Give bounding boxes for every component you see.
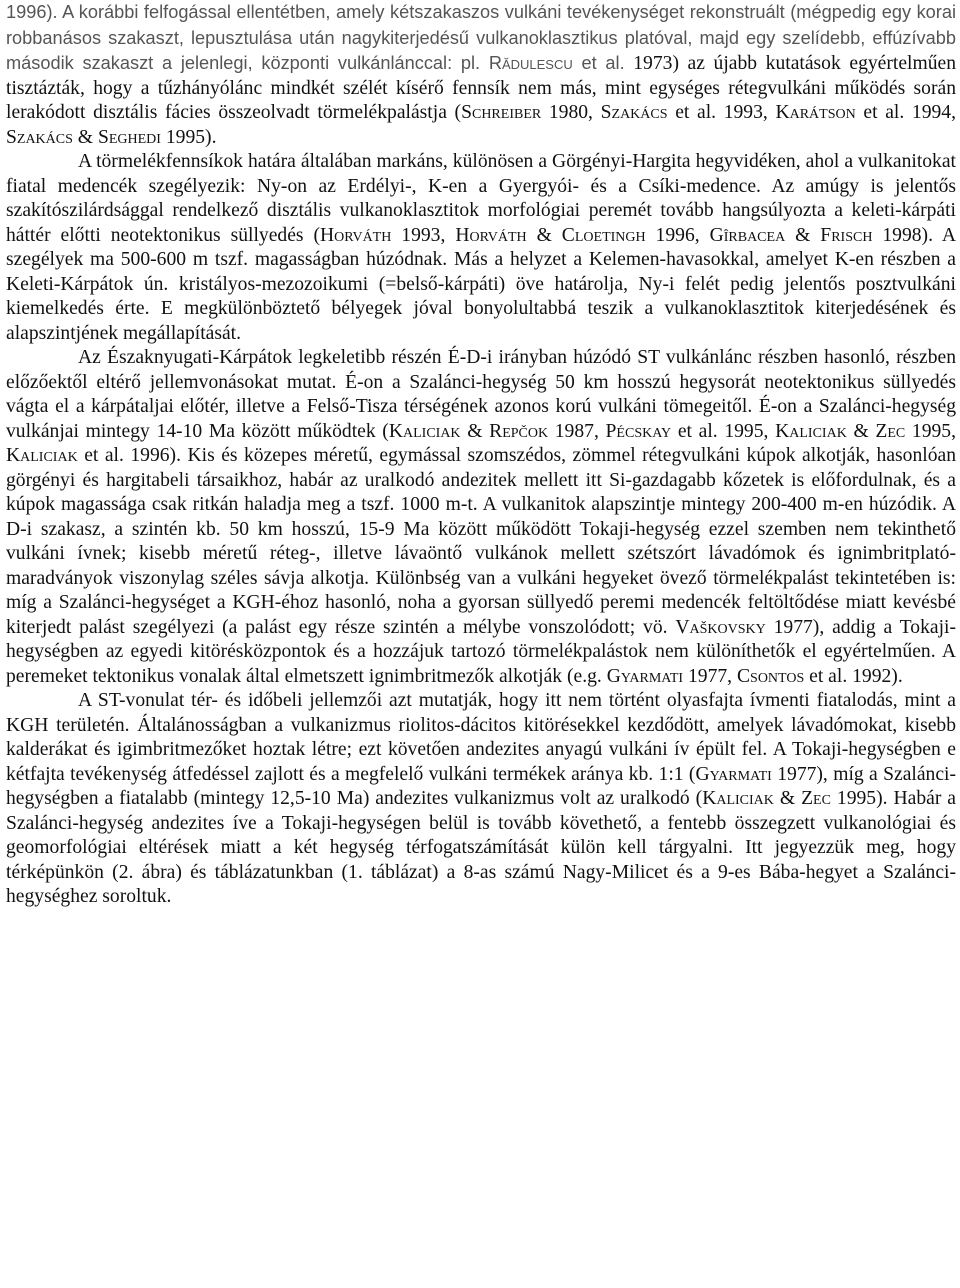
author-name: Schreiber	[461, 102, 542, 123]
author-name: Szakács	[600, 102, 668, 123]
text-run: 1995).	[160, 126, 217, 148]
text-run: 1973) az újabb kutatások egyértelműen tisztázták, hogy a tűzhányólánc mindkét szélét kísérő fennsík nem más, mint egységes rétegvulkáni működés során lerakódott disztális fácies összeolvadt törmelékpalástja (	[6, 53, 956, 123]
text-run: &	[773, 788, 802, 809]
text-run: 1996,	[645, 224, 710, 246]
author-name: Repčok	[489, 420, 549, 442]
text-run: 1993,	[391, 224, 456, 246]
text-run: &	[72, 126, 98, 148]
text-run: et al. 1994,	[855, 102, 956, 123]
text-run: 1998). A szegélyek ma 500-600 m tszf. magasságban húzódnak. Más a helyzet a Kelemen-havasokkal, amelyet K-en részben a Keleti-Kárpátok ún. kristályos-mezozoikumi (=belső-kárpáti) öve határolja, Ny-i felét pedig jelentős posztvulkáni kiemelkedés érte. E megkülönböztető bélyegek jóval bonyolultabbá teszik a vulkanoklasztitok kiterjedésének és alapszintjének megállapítását.	[6, 224, 956, 344]
paragraph	[6, 150, 956, 346]
author-name: Rădulescu	[488, 53, 573, 73]
text-run: 1995,	[905, 420, 957, 442]
author-name: Karátson	[775, 102, 856, 123]
author-name: Zec	[801, 788, 831, 809]
author-name: Gyarmati	[606, 665, 684, 687]
text-run: et al. 1995,	[671, 420, 776, 442]
text-run: &	[846, 420, 876, 442]
paragraph	[6, 0, 956, 150]
text-run: 1980,	[541, 102, 601, 123]
text-run: 1996). A korábbi felfogással ellentétben, amely kétszakaszos vulkáni tevékenységet rekonstruált (mégpedig egy korai robbanásos szakaszt, lepusztulása után nagykiterjedésű vulkanoklasztikus platóval, majd egy szelídebb, effúzívabb második szakaszt a jelenlegi, központi vulkánlánccal: pl.	[6, 2, 956, 73]
author-name: Cloetingh	[561, 224, 646, 246]
text-run: A törmelékfennsíkok határa általában markáns, különösen a Görgényi-Hargita hegyvidéken, ahol a vulkanitokat fiatal medencék szegélyezik: Ny-on az Erdélyi-, K-en a Gyergyói- és a Csíki-medence. Az amúgy is jelentős szakítószilárdsággal rendelkező disztális vulkanoklasztitok morfológiai peremét tovább hangsúlyozta a keleti-kárpáti háttér előtti neotektonikus süllyedés (	[6, 151, 956, 246]
author-name: Kaliciak	[775, 420, 847, 442]
text-run: et al. 1996). Kis és közepes méretű, egymással szomszédos, zömmel rétegvulkáni kúpok alkotják, hasonlóan görgényi és hargitabeli társaikhoz, habár az uralkodó andezitek mellett itt Si-gazdagabb kőzetek is előfordulnak, és a kúpok magassága csak ritkán haladja meg a tszf. 1000 m-t. A vulkanitok alapszintje mintegy 200-400 m-en húzódik. A D-i szakasz, a szintén kb. 50 km hosszú, 15-9 Ma között működött Tokaji-hegység ezzel szemben nem tekinthető vulkáni ívnek; kisebb méretű réteg-, illetve lávaöntő vulkánok mellett szétszórt lávadómok és ignimbritplató-maradványok viszonylag széles sávja alkotja. Különbség van a vulkáni hegyeket övező törmelékpalást tekintetében is: míg a Szalánci-hegységet a KGH-éhoz hasonló, noha a gyorsan süllyedő peremi medencék feltöltődése miatt kevésbé kiterjedt palást szegélyezi (a palást egy része szintén a mélybe vonszolódott; vö.	[6, 445, 956, 638]
text-run: et al. 1993,	[667, 102, 776, 123]
text-run: &	[460, 420, 490, 442]
paragraph	[6, 689, 956, 910]
text-run: A ST-vonulat tér- és időbeli jellemzői azt mutatják, hogy itt nem történt olyasfajta ívmenti fiatalodás, mint a KGH területén. Általánosságban a vulkanizmus riolitos-dácitos kitörésekkel kezdődött, amelyek lávadómokat, kisebb kalderákat és igimbritmezőket hoztak létre; ezt követően andezites anyagú vulkáni ív épült fel. A Tokaji-hegységben e kétfajta tevékenység átfedéssel zajlott és a megfelelő vulkáni termékek aránya kb. 1:1 (	[6, 690, 956, 785]
text-run: et al.	[572, 53, 625, 73]
text-run: 1995). Habár a Szalánci-hegység andezites íve a Tokaji-hegységen belül is tovább követhető, a fentebb összegzett vulkanológiai és geomorfológiai eltérések miatt a két hegység térfogatszámítását külön kell tárgyalni. Itt jegyezzük meg, hogy térképünkön (2. ábra) és táblázatunkban (1. táblázat) a 8-as számú Nagy-Milicet és a 9-es Bába-hegyet a Szalánci-hegységhez soroltuk.	[6, 788, 956, 907]
text-run: et al. 1992).	[804, 665, 903, 687]
author-name: Horváth	[319, 224, 392, 246]
author-name: Zec	[875, 420, 906, 442]
author-name: Kaliciak	[702, 788, 774, 809]
text-run: 1977), addig a Tokaji-hegységben az egyedi kitörésközpontok és a hozzájuk tartozó törmelékpalástok nem különíthetők el egyértelműen. A peremeket tektonikus vonalak által elmetszett ignimbritmezők alkotják (e.g.	[6, 616, 956, 687]
author-name: Vaškovsky	[675, 616, 766, 638]
text-run: 1987,	[548, 420, 606, 442]
author-name: Gîrbacea	[709, 224, 786, 246]
author-name: Frisch	[820, 224, 873, 246]
author-name: Seghedi	[97, 126, 161, 148]
text-run: 1977,	[683, 665, 737, 687]
author-name: Csontos	[736, 665, 805, 687]
author-name: Pécskay	[605, 420, 672, 442]
paragraph	[6, 346, 956, 689]
author-name: Kaliciak	[388, 420, 461, 442]
author-name: Gyarmati	[695, 763, 772, 785]
text-run: Az Északnyugati-Kárpátok legkeletibb részén É-D-i irányban húzódó ST vulkánlánc részben hasonló, részben előzőektől eltérő jellemvonásokat mutat. É-on a Szalánci-hegység 50 km hosszú hegysorát neotektonikus süllyedés vágta el a kárpátaljai előtér, illetve a Felső-Tisza térségének azonos korú vulkáni tömegeitől. É-on a Szalánci-hegység vulkánjai mintegy 14-10 Ma között működtek (	[6, 347, 956, 442]
author-name: Kaliciak	[6, 445, 78, 466]
author-name: Horváth	[455, 224, 527, 246]
text-run: &	[785, 224, 821, 246]
text-run: &	[526, 224, 562, 246]
author-name: Szakács	[6, 126, 73, 148]
text-run: 1977), míg a Szalánci-hegységben a fiatalabb (mintegy 12,5-10 Ma) andezites vulkanizmus volt az uralkodó (	[6, 763, 957, 809]
